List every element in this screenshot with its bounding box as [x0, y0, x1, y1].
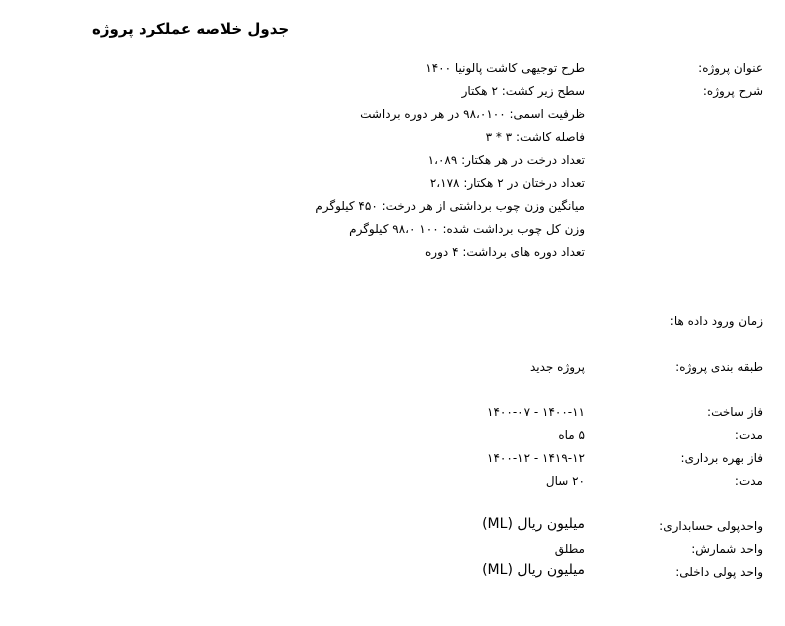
accounting-currency-value: میلیون ریال (ML) — [482, 516, 585, 532]
description-line: تعداد دوره های برداشت: ۴ دوره — [425, 245, 585, 259]
description-line: طرح توجیهی کاشت پالونیا ۱۴۰۰ — [425, 61, 585, 75]
classification-value: پروژه جدید — [529, 360, 585, 374]
project-desc-label: شرح پروژه: — [702, 84, 763, 98]
description-line: تعداد درختان در ۲ هکتار: ۲،۱۷۸ — [429, 176, 585, 190]
page-title: جدول خلاصه عملکرد پروژه — [92, 20, 290, 38]
operation-duration-label: مدت: — [734, 474, 763, 488]
description-line: سطح زیر کشت: ۲ هکتار — [461, 84, 585, 98]
construction-duration-value: ۵ ماه — [558, 428, 585, 442]
operation-phase-label: فاز بهره برداری: — [680, 451, 763, 465]
construction-phase-label: فاز ساخت: — [707, 405, 763, 419]
internal-currency-label: واحد پولی داخلی: — [675, 565, 763, 579]
construction-duration-label: مدت: — [734, 428, 763, 442]
internal-currency-value: میلیون ریال (ML) — [482, 562, 585, 578]
description-line: میانگین وزن چوب برداشتی از هر درخت: ۴۵۰ کیلوگرم — [315, 199, 585, 213]
counting-unit-label: واحد شمارش: — [691, 542, 763, 556]
counting-unit-value: مطلق — [554, 542, 585, 556]
description-line: ظرفیت اسمی: ۹۸،۰۱۰۰ در هر دوره برداشت — [360, 107, 585, 121]
description-line: وزن کل چوب برداشت شده: ۱۰۰ ۹۸،۰ کیلوگرم — [349, 222, 585, 236]
data-entry-time-label: زمان ورود داده ها: — [669, 314, 763, 328]
operation-duration-value: ۲۰ سال — [545, 474, 585, 488]
description-line: فاصله کاشت: ۳ * ۳ — [485, 130, 585, 144]
project-title-label: عنوان پروژه: — [698, 61, 763, 75]
description-line: تعداد درخت در هر هکتار: ۱،۰۸۹ — [427, 153, 585, 167]
accounting-currency-label: واحدپولی حسابداری: — [659, 519, 763, 533]
operation-phase-value: ۱۴۰۰-۱۲ - ۱۴۱۹-۱۲ — [487, 451, 585, 465]
construction-phase-value: ۱۴۰۰-۰۷ - ۱۴۰۰-۱۱ — [487, 405, 585, 419]
classification-label: طبقه بندی پروژه: — [675, 360, 763, 374]
